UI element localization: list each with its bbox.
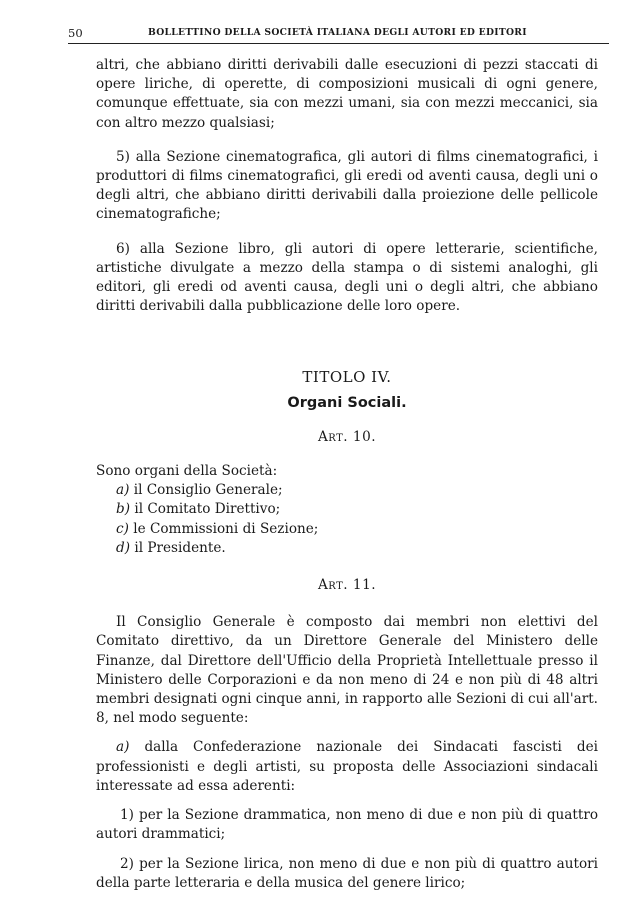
article-11-subitem-2: 2) per la Sezione lirica, non meno di due e non più di quattro autori della parte letteraria e della musica del genere lirico; (96, 855, 598, 891)
list-letter: c) (116, 520, 129, 537)
page-body (96, 56, 598, 893)
list-text: le Commissioni di Sezione; (133, 520, 319, 537)
article-11-subitem-1: 1) per la Sezione drammatica, non meno di due e non più di quattro autori drammatici; (96, 807, 598, 843)
item-text: dalla Confederazione nazionale dei Sindacati fascisti dei professionisti e degli artisti, su proposta delle Associazioni sindacali interessate ad essa aderenti: (96, 739, 598, 794)
item-letter: a) (116, 739, 130, 756)
paragraph-sezione-libro: 6) alla Sezione libro, gli autori di opere letterarie, scientifiche, artistiche divulgate a mezzo della stampa o di sistemi analoghi, gli editori, gli eredi od aventi causa, degli uni o degli altri, che abbiano diritti derivabili dalla pubblicazione delle loro opere. (96, 240, 598, 315)
article-10-heading: Art. 10. (317, 428, 377, 445)
list-item (116, 520, 598, 539)
organs-list (116, 481, 598, 558)
paragraph-sezione-cinematografica: 5) alla Sezione cinematografica, gli autori di films cinematografici, i produttori di films cinematografici, gli eredi od aventi causa, degli uni o degli altri, che abbiano diritti derivabili dalla proiezione delle pellicole cinematografiche; (96, 148, 598, 223)
list-letter: b) (116, 501, 131, 518)
list-item (116, 539, 598, 558)
list-item (116, 481, 598, 500)
page-header (68, 26, 609, 42)
article-11-item-a (96, 738, 598, 796)
article-11-paragraph: Il Consiglio Generale è composto dai membri non elettivi del Comitato direttivo, da un Direttore Generale del Ministero delle Finanze, dal Direttore dell'Ufficio della Proprietà Intellettuale presso il Ministero delle Corporazioni e da non meno di 24 e non più di 48 altri membri designati ogni cinque anni, in rapporto alle Sezioni di cui all'art. 8, nel modo seguente: (96, 614, 598, 727)
list-item (116, 500, 598, 519)
running-title: BOLLETTINO DELLA SOCIETÀ ITALIANA DEGLI AUTORI ED EDITORI (148, 27, 527, 38)
header-rule (68, 43, 609, 44)
list-text: il Comitato Direttivo; (134, 501, 281, 518)
article-11-heading: Art. 11. (317, 577, 377, 594)
list-letter: a) (116, 482, 130, 499)
article-10-intro: Sono organi della Società: (96, 463, 278, 480)
page-number: 50 (68, 26, 83, 40)
list-text: il Consiglio Generale; (133, 482, 283, 499)
list-letter: d) (116, 539, 131, 556)
titolo-heading: TITOLO IV. (302, 368, 392, 387)
paragraph-continued: altri, che abbiano diritti derivabili dalle esecuzioni di pezzi staccati di opere liriche, di operette, di composizioni musicali di ogni genere, comunque effettuate, sia con mezzi umani, sia con mezzi meccanici, sia con altro mezzo qualsiasi; (96, 57, 598, 131)
titolo-subheading: Organi Sociali. (287, 394, 407, 411)
list-text: il Presidente. (134, 539, 226, 556)
